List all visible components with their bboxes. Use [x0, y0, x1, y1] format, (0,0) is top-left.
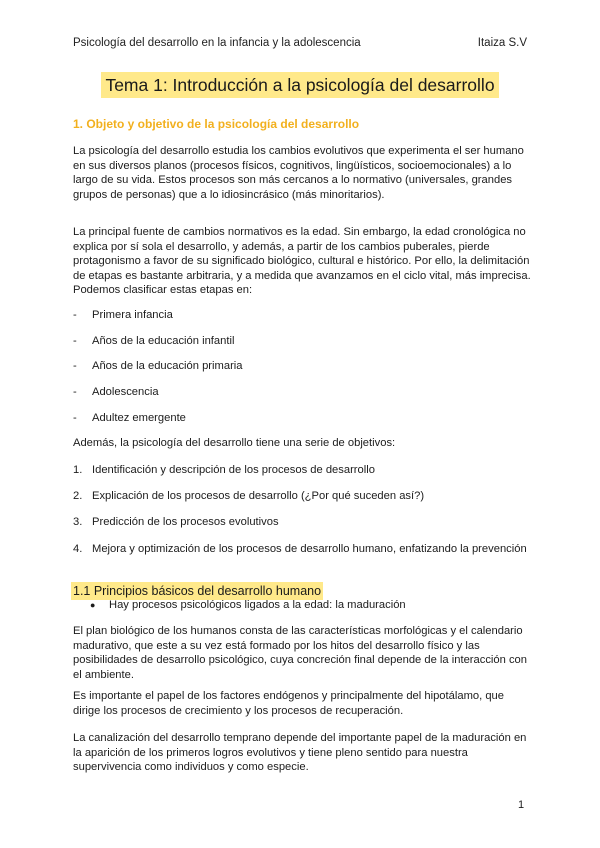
section-1-paragraph-3: Además, la psicología del desarrollo tiene una serie de objetivos:	[73, 437, 396, 449]
section-1-1-paragraph-2: Es importante el papel de los factores endógenos y principalmente del hipotálamo, que dirige los procesos de crecimiento y los procesos de recuperación.	[73, 690, 504, 717]
title-container	[0, 72, 600, 98]
section-1-1-paragraph-1: El plan biológico de los humanos consta de las características morfológicas y el calendario madurativo, que este a su vez está formado por los hitos del desarrollo físico y las posibilidades de desarrollo psicológico, cuya concreción final depende de la interacción con el ambiente.	[73, 625, 528, 681]
header-author: Itaiza S.V	[477, 37, 527, 49]
objective-text: Identificación y descripción de los procesos de desarrollo	[92, 464, 375, 476]
page-header	[73, 37, 527, 53]
dash-marker: -	[73, 386, 77, 398]
dash-marker: -	[73, 335, 77, 347]
objective-number: 1.	[73, 464, 83, 476]
objective-number: 2.	[73, 490, 83, 502]
section-1-paragraph-1: La psicología del desarrollo estudia los cambios evolutivos que experimenta el ser humano en sus diversos planos (procesos físicos, cognitivos, lingüísticos, socioemocionales) a lo largo de su vida. Estos procesos son más cercanos a lo normativo (universales, grandes grupos de personas) que a lo idiosincrásico (más minoritarios).	[73, 145, 524, 201]
stage-label: Primera infancia	[92, 309, 173, 321]
bullet-dot-icon: ●	[90, 600, 96, 610]
page-title: Tema 1: Introducción a la psicología del desarrollo	[101, 72, 498, 98]
dash-marker: -	[73, 309, 77, 321]
stage-label: Años de la educación primaria	[92, 360, 243, 372]
stage-label: Adolescencia	[92, 386, 159, 398]
section-1-heading: 1. Objeto y objetivo de la psicología del desarrollo	[73, 117, 360, 131]
objective-text: Mejora y optimización de los procesos de desarrollo humano, enfatizando la prevención	[92, 543, 527, 555]
dash-marker: -	[73, 412, 77, 424]
objective-text: Predicción de los procesos evolutivos	[92, 516, 279, 528]
section-1-1-paragraph-3: La canalización del desarrollo temprano depende del importante papel de la maduración en la aparición de los primeros logros evolutivos y tiene pleno sentido para nuestra supervivencia como individuos y como especie.	[73, 732, 527, 774]
stage-label: Adultez emergente	[92, 412, 186, 424]
stage-label: Años de la educación infantil	[92, 335, 235, 347]
dash-marker: -	[73, 360, 77, 372]
section-1-1-heading: 1.1 Principios básicos del desarrollo humano	[73, 584, 322, 598]
page-number: 1	[518, 799, 525, 811]
header-course-title: Psicología del desarrollo en la infancia y la adolescencia	[73, 37, 361, 49]
objective-number: 3.	[73, 516, 83, 528]
objective-number: 4.	[73, 543, 83, 555]
bullet-text: Hay procesos psicológicos ligados a la edad: la maduración	[109, 599, 406, 611]
section-1-paragraph-2: La principal fuente de cambios normativos es la edad. Sin embargo, la edad cronológica no explica por sí sola el desarrollo, y además, a partir de los cambios puberales, pierde protagonismo a favor de su significado biológico, cultural e histórico. Por ello, la delimitación de etapas es bastante arbitraria, y a medida que avanzamos en el ciclo vital, más imprecisa. Podemos clasificar estas etapas en:	[73, 226, 531, 297]
objective-text: Explicación de los procesos de desarrollo (¿Por qué suceden así?)	[92, 490, 425, 502]
